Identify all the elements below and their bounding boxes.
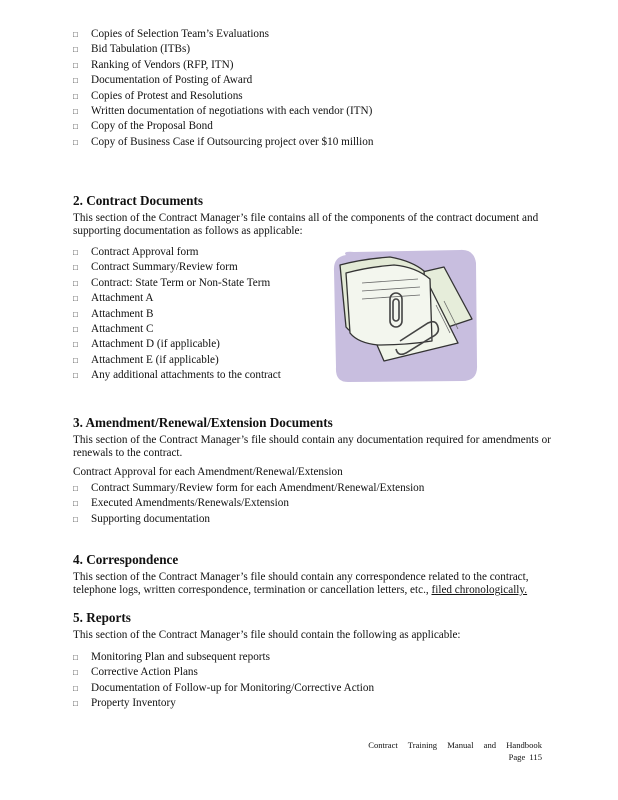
section-heading-contract-documents: 2. Contract Documents (73, 193, 204, 208)
documents-clipart (332, 249, 478, 383)
list-item: □ Copies of Protest and Resolutions (73, 89, 373, 104)
list-item: □ Contract Summary/Review form for each Amendment/Renewal/Extension (73, 481, 424, 496)
list-item: □ Attachment E (if applicable) (73, 353, 281, 368)
list-item: □ Ranking of Vendors (RFP, ITN) (73, 58, 373, 73)
list-item: □ Monitoring Plan and subsequent reports (73, 650, 374, 665)
list-item: □ Bid Tabulation (ITBs) (73, 42, 373, 57)
list-item: □ Any additional attachments to the contract (73, 368, 281, 383)
page-number: Page 115 (508, 752, 542, 762)
list-item: □ Copies of Selection Team’s Evaluations (73, 27, 373, 42)
list-item: □ Attachment A (73, 291, 281, 306)
list-item: □ Copy of Business Case if Outsourcing project over $10 million (73, 135, 373, 150)
list-item: □ Property Inventory (73, 696, 374, 711)
amendment-documents-list (73, 481, 424, 527)
list-item: □ Contract Summary/Review form (73, 260, 281, 275)
list-item: □ Contract: State Term or Non-State Term (73, 276, 281, 291)
list-item: □ Copy of the Proposal Bond (73, 119, 373, 134)
list-item: □ Documentation of Follow-up for Monitoring/Corrective Action (73, 681, 374, 696)
footer-title: Contract Training Manual and Handbook (368, 740, 542, 750)
list-item: □ Written documentation of negotiations with each vendor (ITN) (73, 104, 373, 119)
list-item: □ Attachment C (73, 322, 281, 337)
contract-documents-list (73, 245, 281, 384)
section-body (73, 571, 563, 597)
list-item: □ Documentation of Posting of Award (73, 73, 373, 88)
section-intro: This section of the Contract Manager’s file contains all of the components of the contract document and supporting documentation as follows as applicable: (73, 212, 539, 238)
list-item: □ Corrective Action Plans (73, 665, 374, 680)
list-item: □ Executed Amendments/Renewals/Extension (73, 496, 424, 511)
list-item: □ Contract Approval form (73, 245, 281, 260)
approval-line: Contract Approval for each Amendment/Renewal/Extension (73, 466, 343, 478)
filed-chronologically-note: filed chronologically. (431, 584, 528, 597)
file-contents-list (73, 27, 373, 150)
section-heading-correspondence: 4. Correspondence (73, 552, 179, 567)
list-item: □ Attachment B (73, 307, 281, 322)
section-heading-reports: 5. Reports (73, 610, 131, 625)
section-heading-amendment-documents: 3. Amendment/Renewal/Extension Documents (73, 415, 333, 430)
section-intro: This section of the Contract Manager’s file should contain any documentation required for amendments or renewals to the contract. (73, 434, 551, 460)
list-item: □ Attachment D (if applicable) (73, 337, 281, 352)
reports-list (73, 650, 374, 712)
correspondence-text: This section of the Contract Manager’s file should contain any correspondence related to the contract, telephone logs, written correspondence, termination or cancellation letters, etc., (73, 571, 529, 597)
section-intro: This section of the Contract Manager’s file should contain the following as applicable: (73, 629, 461, 641)
list-item: □ Supporting documentation (73, 512, 424, 527)
page-footer (368, 739, 542, 763)
